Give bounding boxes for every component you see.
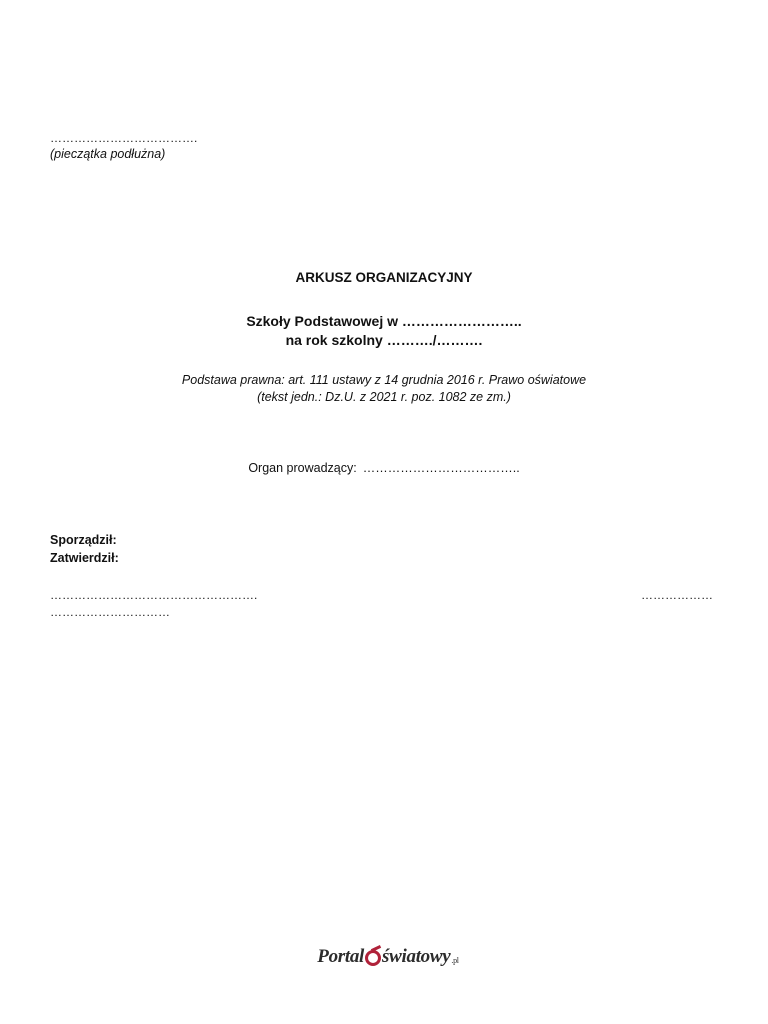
legal-basis-line-2: (tekst jedn.: Dz.U. z 2021 r. poz. 1082 ze zm.) [257,390,511,404]
stamp-label: (pieczątka podłużna) [50,147,166,161]
logo-o-mark-icon [365,950,381,966]
signature-left-dots: ……………………………………………. [50,588,258,602]
signature-right-dots: ……………… [641,588,713,602]
legal-basis-line-1: Podstawa prawna: art. 111 ustawy z 14 grudnia 2016 r. Prawo oświatowe [181,373,587,387]
document-title: ARKUSZ ORGANIZACYJNY [295,270,473,285]
governing-body-dots: ……………………………….. [362,461,520,475]
logo-text-part-1: Portal [317,946,365,967]
school-year-line: na rok szkolny ………./………. [285,332,483,348]
approved-by-label: Zatwierdził: [50,551,119,565]
logo-text-part-2: światowy [382,946,451,967]
prepared-by-label: Sporządził: [50,533,117,547]
school-line: Szkoły Podstawowej w …………………….. [246,313,522,329]
signature-left-dots-line-2: ………………………… [50,605,170,619]
logo-tld: .pl [451,956,459,965]
governing-body-label: Organ prowadzący: [248,461,357,475]
governing-body-line [0,461,768,475]
portal-oswiatowy-logo [308,940,468,974]
stamp-dots: ………………………………. [50,131,198,145]
